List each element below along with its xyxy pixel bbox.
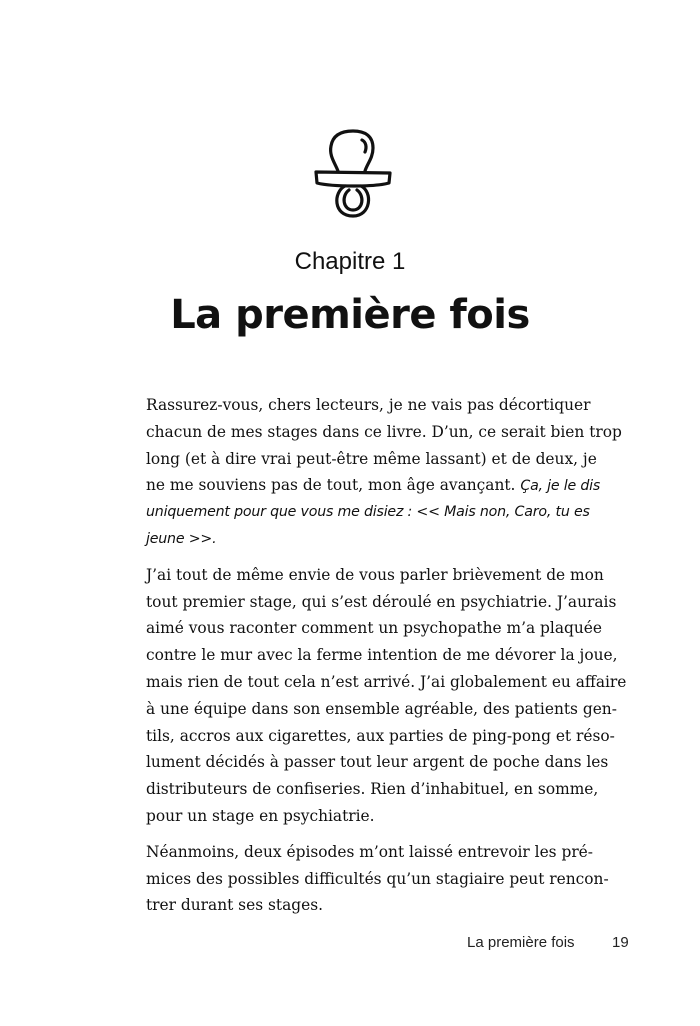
chapter-label: Chapitre 1 (294, 248, 406, 275)
text-line: mais rien de tout cela n’est arrivé. J’ai globalement eu affaire (146, 672, 627, 691)
body-text (146, 392, 627, 919)
text-line: long (et à dire vrai peut-être même lassant) et de deux, je (146, 449, 597, 468)
handwritten-aside: jeune >>. (146, 530, 217, 547)
running-title: La première fois (467, 934, 575, 951)
text-segment: ne me souviens pas de tout, mon âge avançant. (146, 476, 516, 495)
text-line: chacun de mes stages dans ce livre. D’un, ce serait bien trop (146, 422, 622, 441)
pacifier-icon (305, 118, 405, 218)
chapter-title: La première fois (170, 292, 530, 338)
handwritten-aside: uniquement pour que vous me disiez : << Mais non, Caro, tu es (146, 504, 590, 521)
text-line: trer durant ses stages. (146, 896, 323, 915)
text-line: J’ai tout de même envie de vous parler brièvement de mon (146, 565, 604, 584)
paragraph (146, 839, 609, 919)
text-line (146, 472, 601, 499)
text-line: Néanmoins, deux épisodes m’ont laissé entrevoir les pré- (146, 842, 593, 861)
handwritten-aside: Ça, je le dis (520, 478, 601, 495)
text-line: pour un stage en psychiatrie. (146, 806, 375, 825)
paragraph (146, 392, 622, 553)
text-line: Rassurez-vous, chers lecteurs, je ne vais pas décortiquer (146, 396, 591, 414)
text-line: à une équipe dans son ensemble agréable, des patients gen- (146, 699, 617, 718)
text-line: lument décidés à passer tout leur argent de poche dans les (146, 753, 609, 772)
text-line: distributeurs de confiseries. Rien d’inhabituel, en somme, (146, 780, 599, 799)
text-line: tout premier stage, qui s’est déroulé en psychiatrie. J’aurais (146, 592, 617, 611)
paragraph (146, 562, 627, 830)
text-line: contre le mur avec la ferme intention de me dévorer la joue, (146, 646, 618, 665)
page-number: 19 (612, 934, 629, 951)
text-line: tils, accros aux cigarettes, aux parties de ping-pong et réso- (146, 726, 615, 745)
text-line: aimé vous raconter comment un psychopathe m’a plaquée (146, 619, 602, 638)
text-line: mices des possibles difficultés qu’un stagiaire peut rencon- (146, 869, 609, 888)
